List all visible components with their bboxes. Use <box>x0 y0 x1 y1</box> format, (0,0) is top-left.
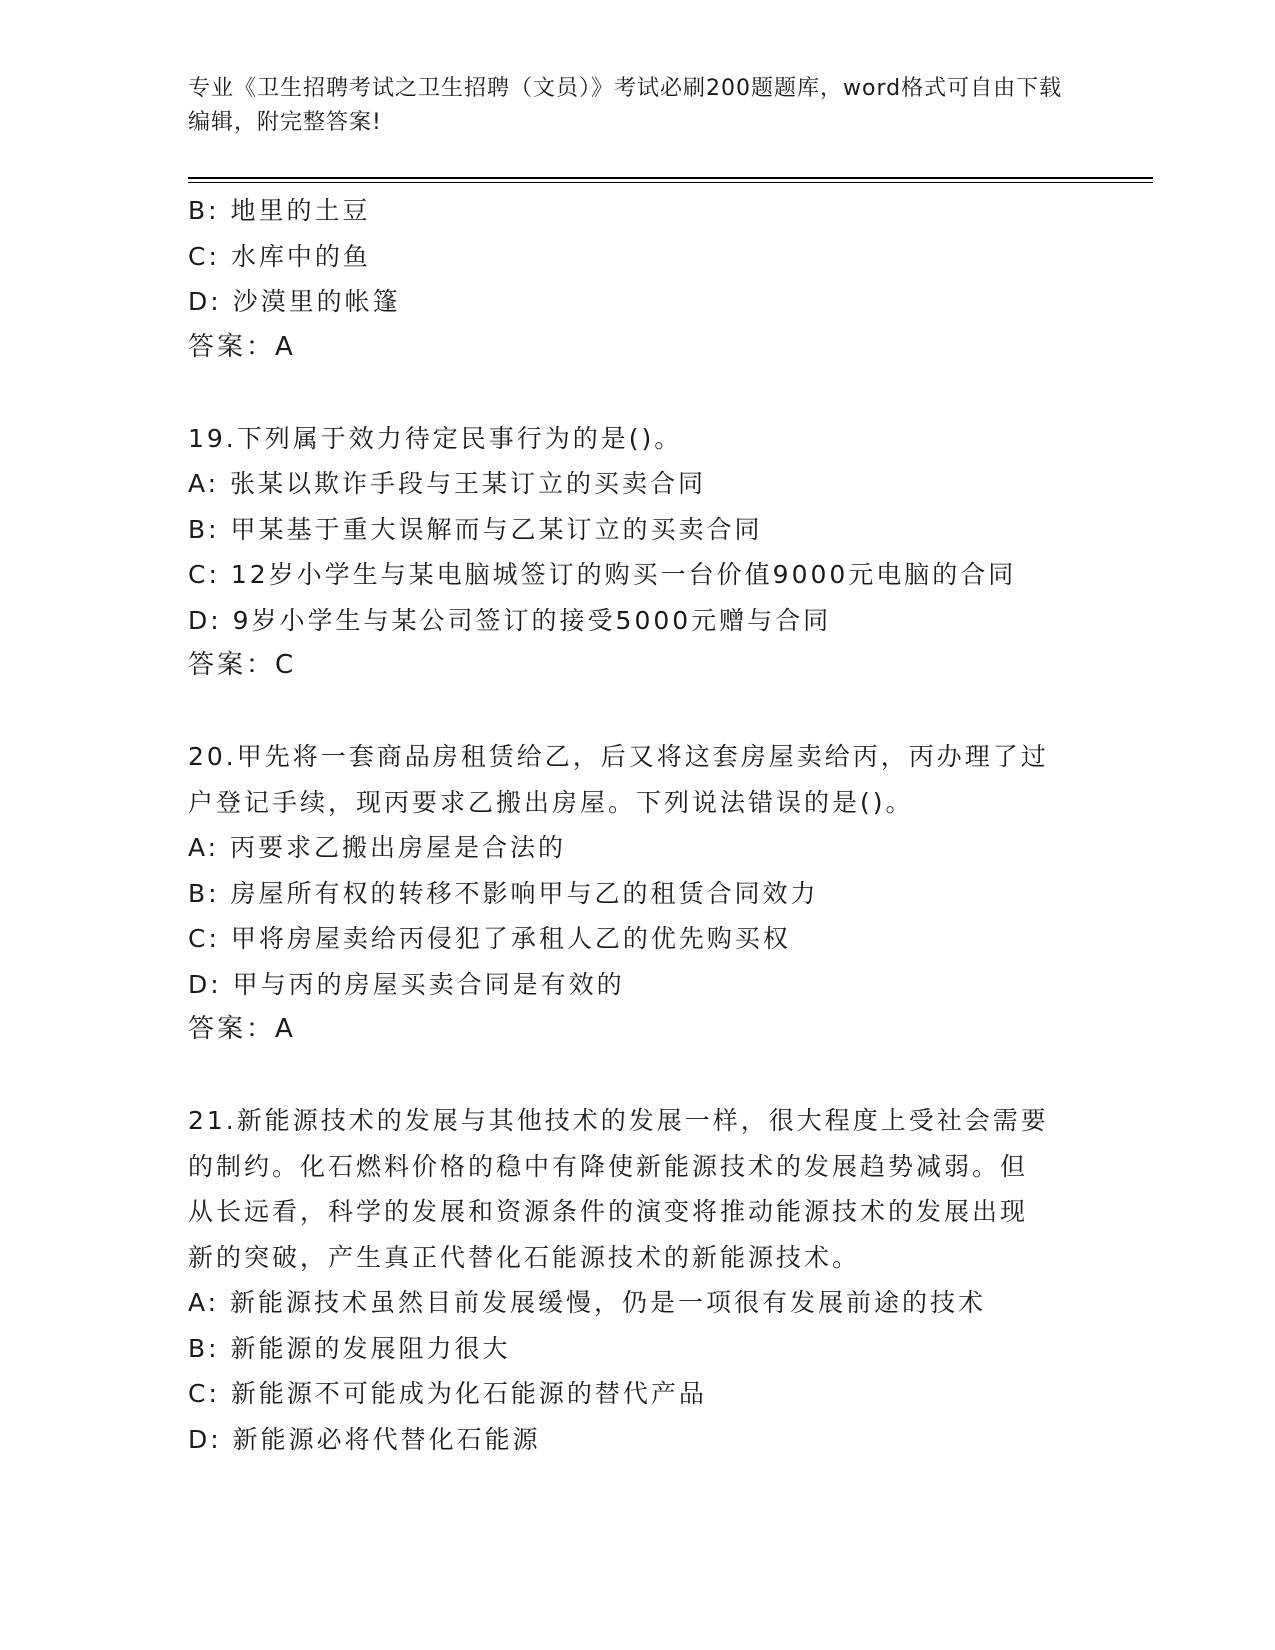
question-21-stem-line: 新的突破，产生真正代替化石能源技术的新能源技术。 <box>188 1242 861 1272</box>
option-text: 9岁小学生与某公司签订的接受5000元赠与合同 <box>232 605 832 635</box>
option-a <box>188 825 1088 871</box>
option-letter: B: <box>188 1333 220 1363</box>
option-b <box>188 188 1088 234</box>
option-c <box>188 1371 1088 1417</box>
option-b <box>188 871 1088 917</box>
option-letter: A: <box>188 833 220 862</box>
option-letter: C: <box>188 241 220 271</box>
option-text: 沙漠里的帐篷 <box>232 287 401 316</box>
answer-line: 答案：C <box>188 650 297 680</box>
option-text: 丙要求乙搬出房屋是合法的 <box>230 833 567 862</box>
question-20-stem-line: 户登记手续，现丙要求乙搬出房屋。下列说法错误的是()。 <box>188 787 914 817</box>
spacer <box>188 1053 1088 1099</box>
option-letter: B: <box>188 878 220 908</box>
option-letter: B: <box>188 514 220 544</box>
spacer <box>188 370 1088 416</box>
option-letter: A: <box>188 469 220 498</box>
spacer <box>188 689 1088 735</box>
option-c <box>188 916 1088 962</box>
option-text: 新能源的发展阻力很大 <box>230 1333 511 1363</box>
option-text: 房屋所有权的转移不影响甲与乙的租赁合同效力 <box>230 878 819 908</box>
question-21-stem-line: 从长远看，科学的发展和资源条件的演变将推动能源技术的发展出现 <box>188 1197 1029 1226</box>
option-text: 12岁小学生与某电脑城签订的购买一台价值9000元电脑的合同 <box>230 560 1017 589</box>
option-text: 新能源技术虽然目前发展缓慢，仍是一项很有发展前途的技术 <box>230 1288 987 1317</box>
option-text: 张某以欺诈手段与王某订立的买卖合同 <box>230 469 707 498</box>
option-c <box>188 552 1088 598</box>
option-d <box>188 598 1088 644</box>
option-letter: A: <box>188 1288 220 1317</box>
option-d <box>188 1417 1088 1463</box>
option-letter: C: <box>188 560 220 589</box>
option-text: 新能源不可能成为化石能源的替代产品 <box>230 1379 707 1408</box>
question-20-stem-line: 20.甲先将一套商品房租赁给乙，后又将这套房屋卖给丙，丙办理了过 <box>188 742 1049 771</box>
option-letter: D: <box>188 605 222 635</box>
option-text: 甲某基于重大误解而与乙某订立的买卖合同 <box>230 514 763 544</box>
option-letter: D: <box>188 969 222 999</box>
question-content <box>188 188 1088 1462</box>
header-rule-thin <box>188 182 1153 183</box>
header-rule-thick <box>188 177 1153 179</box>
option-a <box>188 461 1088 507</box>
option-letter: B: <box>188 196 220 225</box>
option-text: 地里的土豆 <box>230 196 371 225</box>
option-text: 甲将房屋卖给丙侵犯了承租人乙的优先购买权 <box>230 924 791 953</box>
page-header: 专业《卫生招聘考试之卫生招聘（文员）》考试必刷200题题库，word格式可自由下载编辑，附完整答案! <box>188 76 1063 135</box>
question-19-stem: 19.下列属于效力待定民事行为的是()。 <box>188 423 683 453</box>
option-b <box>188 1326 1088 1372</box>
option-letter: C: <box>188 1379 220 1408</box>
answer-line: 答案：A <box>188 1014 296 1044</box>
option-text: 水库中的鱼 <box>230 241 371 271</box>
option-text: 新能源必将代替化石能源 <box>232 1424 541 1454</box>
option-text: 甲与丙的房屋买卖合同是有效的 <box>232 969 625 999</box>
option-d <box>188 279 1088 325</box>
option-letter: D: <box>188 1424 222 1454</box>
option-d <box>188 962 1088 1008</box>
option-b <box>188 507 1088 553</box>
question-21-stem-line: 的制约。化石燃料价格的稳中有降使新能源技术的发展趋势减弱。但 <box>188 1151 1029 1181</box>
option-letter: C: <box>188 924 220 953</box>
option-a <box>188 1280 1088 1326</box>
option-letter: D: <box>188 287 222 316</box>
answer-line: 答案：A <box>188 331 296 362</box>
option-c <box>188 234 1088 280</box>
question-21-stem-line: 21.新能源技术的发展与其他技术的发展一样，很大程度上受社会需要 <box>188 1106 1049 1135</box>
